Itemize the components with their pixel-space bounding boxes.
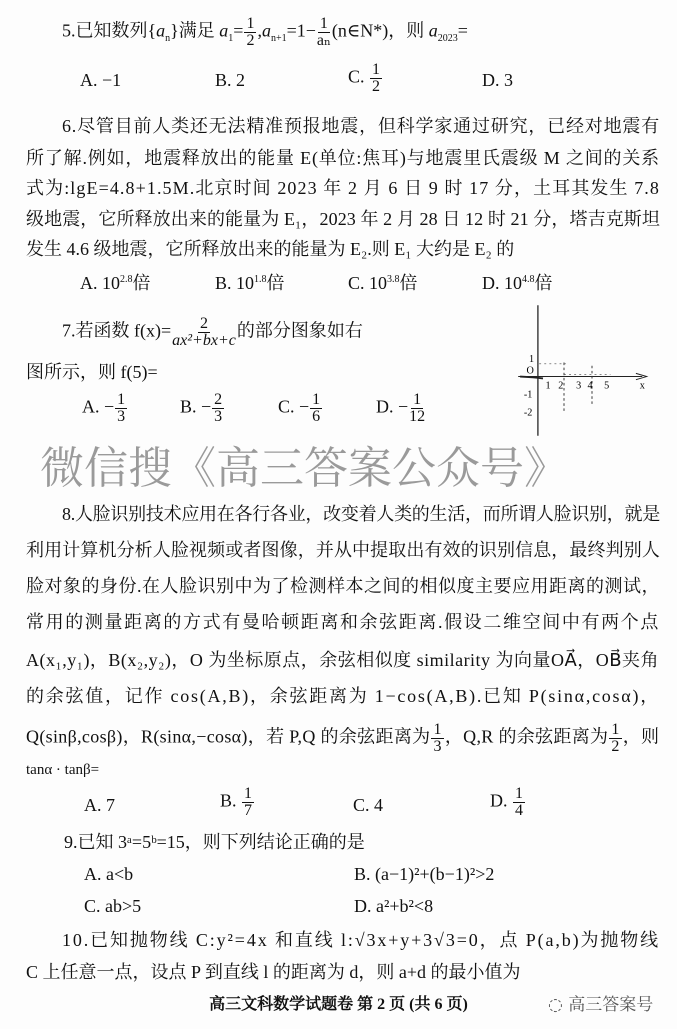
q8-option-b [220,786,255,819]
q7-option-b [180,392,225,425]
fraction [212,392,224,425]
q9-option-b: B. (a−1)²+(b−1)²>2 [354,864,495,884]
text: =1− [286,20,316,41]
q6-line: 式为:lgE=4.8+1.5M.北京时间 2023 年 2 月 6 日 9 时 17 分，土耳其发生 7.8 [26,178,660,198]
fraction [609,722,621,755]
denominator: 3 [433,738,442,755]
numerator: 1 [244,785,253,802]
numerator: 2 [199,315,208,332]
q8-option-a: A. 7 [84,795,115,815]
x-tick: 1 [545,380,551,392]
fraction [431,722,443,755]
text: , [257,20,262,41]
text: = [457,20,468,41]
denominator: 4 [515,802,523,819]
text: ，则 [622,726,660,747]
text: a [156,20,166,41]
q8-option-c: C. 4 [353,795,384,815]
q8-option-d [490,786,526,819]
q9-stem: 9.已知 3ᵃ=5ᵇ=15，则下列结论正确的是 [64,832,365,852]
text: C. 10 [348,273,388,293]
origin-label: O [526,365,534,377]
numerator: 1 [413,391,422,408]
q5-option-b: B. 2 [215,70,246,90]
numerator: 1 [246,15,255,32]
fraction [513,786,525,819]
question-5-stem [62,16,660,51]
text: 高三答案号 [568,995,654,1015]
watermark: 微信搜《高三答案公众号》 [40,443,568,494]
text: D. [490,790,512,811]
page-footer: 高三文科数学试题卷 第 2 页 (共 6 页) [209,996,468,1013]
numerator: 2 [214,391,223,408]
denominator: 2 [372,78,381,95]
q10-line: 10.已知抛物线 C:y²=4x 和直线 l:√3x+y+3√3=0，点 P(a,b)为抛物线 [62,930,660,950]
y-tick: -1 [523,389,533,401]
denominator: 7 [244,802,253,819]
fraction [172,316,236,349]
text: A. − [82,396,115,417]
text: n+1 [270,33,287,45]
q8-line: 脸对象的身份.在人脸识别中为了检测样本之间的相似度主要应用距离的测试， [26,576,660,596]
q9-option-a: A. a<b [84,864,134,884]
denominator: 6 [312,408,321,425]
text: = [233,20,244,41]
q8-line: A(x₁,y₁)，B(x₂,y₂)，O 为坐标原点，余弦相似度 similarity 为向量OA⃗，OB⃗夹角 [26,650,660,670]
fraction [370,62,382,95]
denominator: 3 [117,408,126,425]
x-tick: 5 [604,380,610,392]
q5-option-c [348,62,383,95]
text: A. 10 [80,273,120,293]
text: C. [348,66,370,87]
denominator: 2 [246,32,255,49]
q6-line: 发生 4.6 级地震，它所释放出来的能量为 E₂.则 E₁ 大约是 E₂ 的 [26,239,515,259]
q6-option-c [348,268,418,295]
y-tick: 1 [529,353,535,365]
q8-line: tanα · tanβ= [26,762,100,778]
text: 3.8 [387,274,400,285]
text: B. [220,790,242,811]
q8-line: 常用的测量距离的方式有曼哈顿距离和余弦距离.假设二维空间中有两个点 [26,612,660,632]
fraction [310,392,322,425]
text: Q(sinβ,cosβ)，R(sinα,−cosα)，若 P,Q 的余弦距离为 [26,726,431,747]
text: n [165,33,171,45]
numerator: 1 [372,61,381,78]
numerator: 1 [319,15,328,32]
text: ，Q,R 的余弦距离为 [444,726,609,747]
numerator: 1 [611,721,620,738]
q7-option-c [278,392,323,425]
x-tick: 2 [558,380,564,392]
text: a [261,20,271,41]
text: 1.8 [254,274,267,285]
numerator: 1 [433,721,442,738]
denominator: 3 [214,408,223,425]
q9-option-d: D. a²+b²<8 [354,896,434,916]
text: 5.已知数列{ [62,20,157,41]
q6-line: 级地震，它所释放出来的能量为 E₁，2023 年 2 月 28 日 12 时 21 分，塔吉克斯坦 [26,209,660,229]
x-axis-label: x [639,380,645,392]
y-tick: -2 [523,407,533,419]
q8-line: 利用计算机分析人脸视频或者图像，并从中提取出有效的识别信息，最终判别人 [26,540,660,560]
fraction [242,786,254,819]
text: 倍 [132,273,151,293]
q10-line: C 上任意一点，设点 P 到直线 l 的距离为 d，则 a+d 的最小值为 [26,962,521,982]
text: }满足 [170,20,220,41]
text: 7.若函数 f(x)= [62,320,172,341]
text: 2023 [437,33,458,45]
q6-line: 所了解.例如，地震释放出的能量 E(单位:焦耳)与地震里氏震级 M 之间的关系 [26,148,660,168]
q7-line: 图所示，则 f(5)= [26,362,158,382]
q6-line: 6.尽管目前人类还无法精准预报地震，但科学家通过研究，已经对地震有 [62,116,660,136]
text: 的部分图象如右 [236,320,363,341]
q6-option-a [80,268,151,295]
numerator: 1 [312,391,321,408]
wechat-icon: ◌ [548,995,569,1015]
text: 倍 [266,273,285,293]
text: B. 10 [215,273,255,293]
q9-option-c: C. ab>5 [84,896,142,916]
x-tick: 3 [576,380,582,392]
q7-option-d [376,392,426,425]
text: 倍 [399,273,418,293]
text: (n∈N*)，则 [331,20,429,41]
brand-label [548,994,653,1016]
text: a [219,20,229,41]
fraction [115,392,127,425]
denominator: 12 [409,408,426,425]
fraction [244,16,256,49]
q8-line: 的余弦值，记作 cos(A,B)，余弦距离为 1−cos(A,B).已知 P(sinα,cosα)， [26,686,660,706]
q8-line [26,722,660,755]
q6-option-d [482,268,553,295]
q8-line: 8.人脸识别技术应用在各行各业，改变着人类的生活，而所谓人脸识别，就是 [62,504,660,524]
numerator: 1 [117,391,126,408]
fraction [409,392,425,425]
q5-option-a: A. −1 [80,70,122,90]
text: C. − [278,396,310,417]
text: B. − [180,396,212,417]
q7-stem [62,316,363,349]
q7-option-a [82,392,128,425]
text: 2.8 [120,274,133,285]
q5-option-d: D. 3 [482,70,513,90]
text: 倍 [534,273,553,293]
denominator: 2 [611,738,620,755]
text: 4.8 [522,274,535,285]
denominator: ax²+bx+c [172,332,236,349]
text: D. − [376,396,409,417]
fraction [317,16,331,49]
numerator: 1 [515,785,523,802]
text: 1 [228,33,234,45]
q6-option-b [215,268,285,295]
x-tick: 4 [587,380,593,392]
text: a [428,20,438,41]
text: D. 10 [482,273,522,293]
denominator: aₙ [316,32,331,49]
function-graph [515,302,655,439]
